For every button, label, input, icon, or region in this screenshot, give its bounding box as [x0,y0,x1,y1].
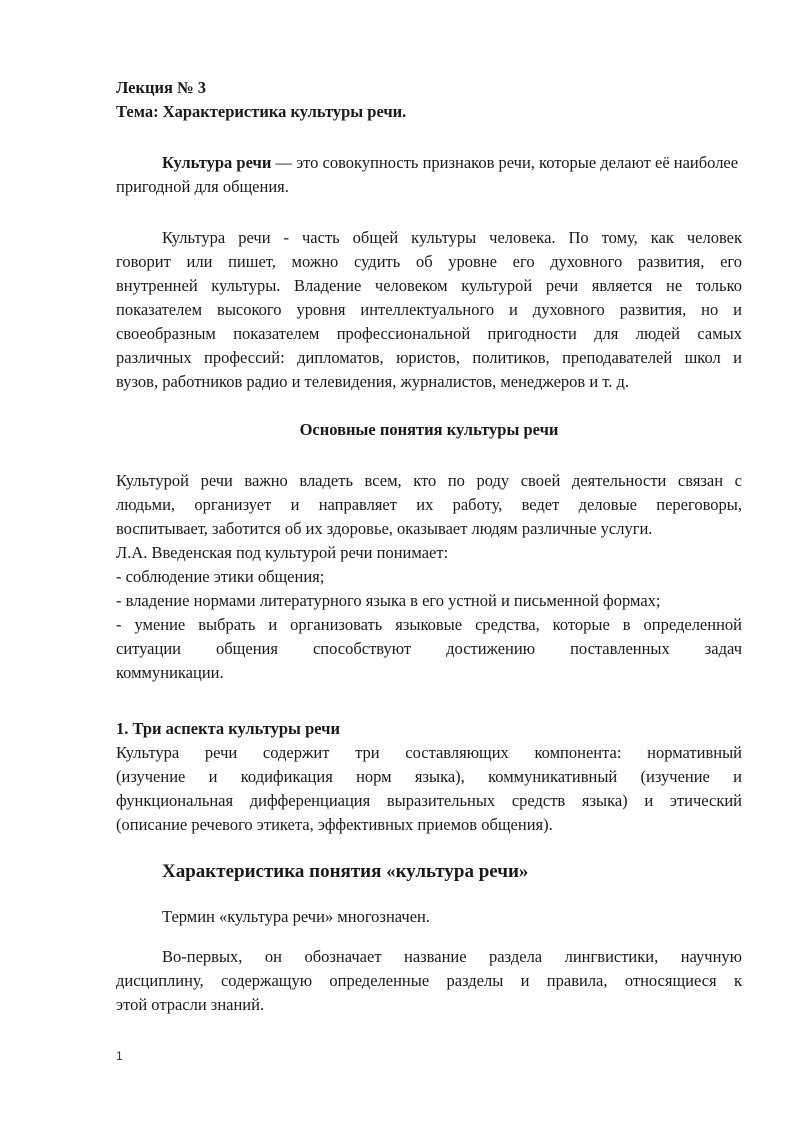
lecture-label: Лекция № 3 [116,78,207,97]
list-item: ситуации общения способствуют достижению поставленных задач [116,639,742,658]
lecture-topic: Тема: Характеристика культуры речи. [116,102,407,121]
paragraph-culture [116,226,742,394]
intro-definition [116,151,742,199]
paragraph-line: показателем высокого уровня интеллектуального и духовного развития, но и [116,300,742,319]
paragraph-line: этой отрасли знаний. [116,995,265,1014]
page-number: 1 [116,1049,123,1063]
paragraph-line: Во-первых, он обозначает название раздела лингвистики, научную [162,947,742,966]
paragraph-line: вузов, работников радио и телевидения, журналистов, менеджеров и т. д. [116,372,630,391]
paragraph-line: Культура речи - часть общей культуры человека. По тому, как человек [162,228,742,247]
paragraph-line: (описание речевого этикета, эффективных приемов общения). [116,815,553,834]
paragraph-line: своеобразным показателем профессиональной пригодности для людей самых [116,324,742,343]
paragraph-line: дисциплину, содержащую определенные разделы и правила, относящиеся к [116,971,742,990]
vvedenskaya-line: Л.А. Введенская под культурой речи понимает: [116,543,449,562]
section-heading-characteristic: Характеристика понятия «культура речи» [162,861,529,882]
intro-definition-text: — это совокупность признаков речи, которые делают её наиболее пригодной для общения. [116,153,739,196]
section-characteristic-body [116,945,742,1017]
section-basic-body [116,469,742,685]
list-item: - соблюдение этики общения; [116,567,325,586]
term-line: Термин «культура речи» многозначен. [162,907,431,926]
list-item: - умение выбрать и организовать языковые средства, которые в определенной [116,615,742,634]
list-item: коммуникации. [116,663,224,682]
section-aspects-body [116,741,742,837]
paragraph-line: внутренней культуры. Владение человеком культурой речи является не только [116,276,742,295]
intro-term: Культура речи [162,153,272,172]
paragraph-line: (изучение и кодификация норм языка), коммуникативный (изучение и [116,767,742,786]
paragraph-line: Культура речи содержит три составляющих компонента: нормативный [116,743,742,762]
lecture-header [116,76,742,124]
section-heading-basic: Основные понятия культуры речи [299,420,559,439]
paragraph-line: говорит или пишет, можно судить об уровне его духовного развития, его [116,252,742,271]
list-item: - владение нормами литературного языка в его устной и письменной формах; [116,591,661,610]
section-heading-aspects: 1. Три аспекта культуры речи [116,719,340,738]
paragraph-line: различных профессий: дипломатов, юристов, политиков, преподавателей школ и [116,348,742,367]
paragraph-line: людьми, организует и направляет их работу, ведет деловые переговоры, [116,495,742,514]
paragraph-line: функциональная дифференциация выразительных средств языка) и этический [116,791,742,810]
paragraph-line: Культурой речи важно владеть всем, кто по роду своей деятельности связан с [116,471,742,490]
paragraph-line: воспитывает, заботится об их здоровье, оказывает людям различные услуги. [116,519,653,538]
